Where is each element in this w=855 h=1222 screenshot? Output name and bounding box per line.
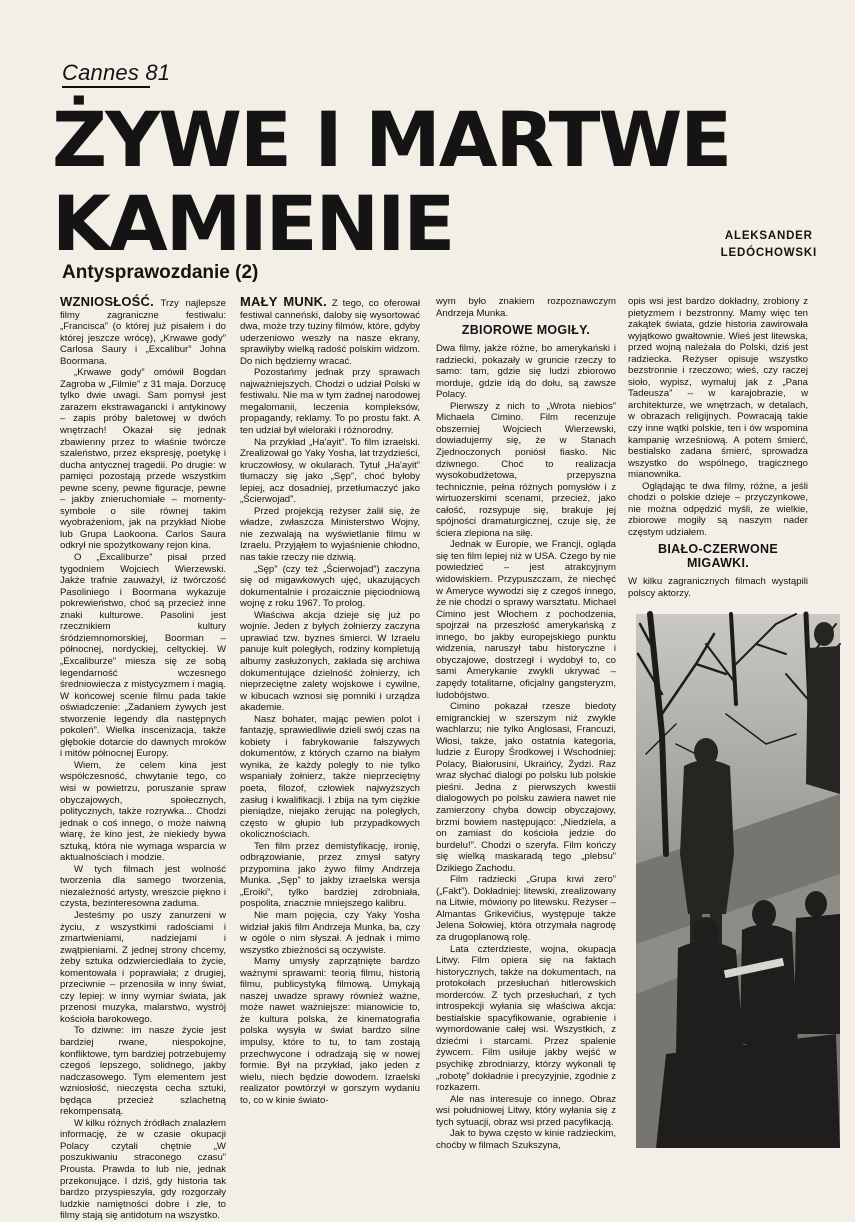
paragraph: Na przykład „Ha'ayit”. To film izraelski. Zrealizował go Yaky Yosha, lat trzydzieści, kruczowłosy, w okularach. Tytuł „Ha'ayit” tłumaczy się jako „Sęp”, choć byłoby lepiej, acz dosadniej, przetłumaczyć jako „Ścierwojad”. bbox=[240, 436, 420, 506]
text-column-2 bbox=[240, 296, 420, 1146]
author-byline: ALEKSANDER LEDÓCHOWSKI bbox=[720, 230, 817, 259]
text-column-4 bbox=[628, 296, 808, 600]
paragraph: „Krwawe gody” omówił Bogdan Zagroba w „Filmie” z 31 maja. Dorzucę tylko dwie uwagi. Sam pomysł jest zarazem ekstrawagancki i antykinowy – zapis próby baletowej w dwóch wnętrzach! Okazał się jednak zbawienny przez to właśnie twórcze szaleństwo, przez ekspresję, poetykę i ducha antycznej tragedii. Po drugie: w pamięci pozostają przede wszystkim pewne sceny, pewne figuracje, pewne – jakby znieruchomiałe – momenty-symbole o sile równej takim wyobrażeniom, jak na przykład Niobe lub Grupa Laokoona. Carlos Saura odkrył nie spożytkowany rejon kina. bbox=[60, 367, 226, 552]
paragraph: Jak to bywa często w kinie radzieckim, choćby w filmach Szukszyna, bbox=[436, 1128, 616, 1151]
paragraph: Film radziecki „Grupa krwi zero” („Fakt”). Dokładniej: litewski, zrealizowany na Litwie, mówiony po litewsku. Reżyser – Almantas Grikevičius, występuje także Jelena Sołowiej, która otrzymała nagrodę za drugoplanową rolę. bbox=[436, 874, 616, 943]
paragraph: Przed projekcją reżyser żalił się, że władze, zwłaszcza Ministerstwo Wojny, nie zezwalają na wyświetlanie filmu w Izraelu. Przyjąłem to wyjaśnienie chłodno, nas takie rzeczy nie dziwią. bbox=[240, 505, 420, 564]
paragraph: Dwa filmy, jakże różne, bo amerykański i radziecki, pokazały w gruncie rzeczy to samo: tam, gdzie się ludzi zbiorowo morduje, gdzie idą do dołu, są zawsze Polacy. bbox=[436, 343, 616, 401]
paragraph: Pozostańmy jednak przy sprawach najważniejszych. Chodzi o udział Polski w festiwalu. Nie ma w tym żadnej narodowej megalomanii, leczenia kompleksów, propagandy, reklamy. To po prostu fakt. A ten udział był wieloraki i różnorodny. bbox=[240, 367, 420, 437]
paragraph: W kilku różnych źródłach znalazłem informację, że w czasie okupacji Polacy czytali chętnie „W poszukiwaniu straconego czasu” Prousta. Prawda to lub nie, jednak przekonujące. I dziś, gdy historia tak bardzo przyspieszyła, gdy rozgorzały ludzkie namiętności dobre i złe, to filmy stają się antidotum na wszystko. bbox=[60, 1117, 226, 1222]
article-subtitle: Antysprawozdanie (2) bbox=[62, 262, 259, 283]
paragraph: W tych filmach jest wolność tworzenia dla samego tworzenia, niezależność artysty, wreszcie piękno i czysta, bezinteresowna zaduma. bbox=[60, 863, 226, 910]
paragraph-text: Z tego, co oferował festiwal canneński, daloby się wysortować dwa, może trzy tuziny filmów, które, gdyby uderzeniowo weszły na nasze ekrany, sprawiłyby wielką radość polskim widzom. Do nich będziemy wracać. bbox=[240, 298, 421, 367]
paragraph: „Sęp” (czy też „Ścierwojad”) zaczyna się od migawkowych ujęć, ukazujących dokumentalnie i prozaicznie pięciodniową wojnę z roku 1967. To prolog. bbox=[240, 563, 420, 610]
paragraph: Właściwa akcja dzieje się już po wojnie. Jeden z byłych żołnierzy zaczyna uprawiać tzw. byznes śmierci. W Izraelu panuje kult poległych, rodziny kompletują albumy zasłużonych, zakłada się archiwa dokumentujące dzielność żołnierzy, ich nieprzeciętne zalety wojskowe i cywilne, w kibucach wznosi się pomniki i urządza akademie. bbox=[240, 609, 420, 714]
text-column-3 bbox=[436, 296, 616, 1151]
paragraph: Wiem, że celem kina jest współczesność, chwytanie tego, co wisi w powietrzu, poruszanie spraw obyczajowych, społecznych, politycznych, także rozrywka... Chodzi jednak o coś innego, o może naiwną wiarę, że kino jest, że niekiedy bywa sztuką, która nie wymaga wsparcia w aktualnościach i modzie. bbox=[60, 759, 226, 864]
paragraph: Nie mam pojęcia, czy Yaky Yosha widział jakiś film Andrzeja Munka, ba, czy w ogóle o nim słyszał. A jednak i mimo wszystko zbieżności są oczywiste. bbox=[240, 909, 420, 956]
article-headline: ŻYWE I MARTWE KAMIENIE bbox=[52, 95, 731, 268]
paragraph: Jednak w Europie, we Francji, ogląda się ten film lepiej niż w USA. Czego by nie powiedzieć – jest atrakcyjnym widowiskiem. Przypuszczam, że niechęć w Ameryce wywodzi się z czegoś innego, że nie chodzi o sprawy warsztatu. Michael Cimino jest Włochem z pochodzenia, spojrzał na przeszłość amerykańską z innego, bo jakby europejskiego punktu widzenia, naruszył tabu historyczne i obyczajowe, dostrzegł i wydobył to, co sami Amerykanie zwykli ukrywać – zapędy totalitarne, oficjalny gangsteryzm, ludobójstwo. bbox=[436, 539, 616, 701]
paragraph: To dziwne: im nasze życie jest bardziej rwane, niespokojne, konfliktowe, tym bardziej potrzebujemy czegoś lepszego, solidnego, jakby nadczasowego. Tym elementem jest wzniosłość, nieczęsta cecha sztuki, będąca przecież szlachetną rekompensatą. bbox=[60, 1025, 226, 1118]
section-heading: BIAŁO-CZERWONE MIGAWKI. bbox=[658, 542, 778, 571]
paragraph-text: Trzy najlepsze filmy zagraniczne festiwalu: „Francisca” (o której już pisałem i do której jeszcze wrócę), „Krwawe gody” Carlosa Saury i „Excalibur” Johna Boormana. bbox=[60, 298, 226, 367]
paragraph: opis wsi jest bardzo dokładny, zrobiony z pietyzmem i bezstronny. Mamy więc ten zakątek świata, gdzie historia zawirowała wyjątkowo gwałtownie. Wieś jest litewska, przed wojną należała do Polski, dziś jest radziecka. Reżyser opisuje wszystko bezstronnie i rzeczowo; wieś, czy raczej sioło, wypisz, wymaluj jak z „Pana Tadeusza” – w karajobrazie, w architekturze, we wnętrzach, w detalach, w obrazach religijnych. Powracają takie czy inne wątki polskie, ten i ów wspomina kampanię wrześniową. A potem śmierć, bestialsko zadana śmierć, sprowadza wszystko do wspólnego, tragicznego mianownika. bbox=[628, 296, 808, 481]
text-column-1 bbox=[60, 294, 226, 1222]
paragraph: wym było znakiem rozpoznawczym Andrzeja Munka. bbox=[436, 296, 616, 319]
paragraph: Ten film przez demistyfikację, ironię, odbrązowianie, przez zmysł satyry przypomina jako żywo filmy Andrzeja Munka. „Sęp” to jakby izraelska wersja „Eroiki”, tylko bardziej zdrobniała, pospolita, znacznie mniejszego kalibru. bbox=[240, 840, 420, 910]
paragraph bbox=[240, 296, 420, 367]
section-lead: WZNIOSŁOŚĆ. bbox=[60, 294, 154, 309]
paragraph: Lata czterdzieste, wojna, okupacja Litwy. Film opiera się na faktach historycznych, także na dokumentach, na protokołach przesłuchań hitlerowskich morderców. Z tych przesłuchań, z tych introspekcji wyłania się właściwa akcja: bestialskie spacyfikowanie, ograbienie i wymordowanie całej wsi. Wszystkich, z dziećmi i starcami. Przez spalenie żywcem. Film usiłuje jakby wejść w psychikę zbrodniarzy, którzy wykonali tę „robotę” dokładnie i precyzyjnie, zgodnie z rozkazem. bbox=[436, 943, 616, 1094]
paragraph bbox=[60, 296, 226, 367]
section-heading: ZBIOROWE MOGIŁY. bbox=[461, 323, 591, 338]
paragraph: Ale nas interesuje co innego. Obraz wsi południowej Litwy, który wyłania się z tych sytuacji, obraz wsi przed pacyfikacją. bbox=[436, 1093, 616, 1128]
paragraph: Nasz bohater, mając pewien polot i fantazję, sprawiedliwie dzieli swój czas na kobiety i fabrykowanie fałszywych dokumentów, z których czarno na białym wynika, że każdy poległy to nie tylko wspaniały żołnierz, także nieprzeciętny poeta, filozof, człowiek najwyższych zasług i kwalifikacji. I zbija na tym ciężkie pieniądze, niejako żerując na poległych, często w głupio lub przypadkowych okolicznościach. bbox=[240, 713, 420, 841]
film-still-photo bbox=[636, 614, 840, 1148]
paragraph: W kilku zagranicznych filmach wystąpili polscy aktorzy. bbox=[628, 576, 808, 600]
photo-illustration bbox=[636, 614, 840, 1148]
section-lead: MAŁY MUNK. bbox=[240, 294, 327, 309]
section-kicker: Cannes 81 bbox=[62, 60, 171, 85]
paragraph: Pierwszy z nich to „Wrota niebios” Michaela Cimino. Film recenzuje obszerniej Wojciech Wierzewski, dowiadujemy się, że w Stanach Zjednoczonych poniósł fiasko. Nic dziwnego. Choć to realizacja wysokobudżetowa, przepyszna technicznie, pełna różnych pomysłów i z wirtuozerskimi scenami, przecież, jako całość, rozsypuje się, brakuje jej spójności dramaturgicznej, czuje się, że ściera zlepiona na siłę. bbox=[436, 400, 616, 539]
paragraph: Jesteśmy po uszy zanurzeni w życiu, z wszystkimi radościami i zmartwieniami, nadziejami i zwątpieniami. Z jednej strony chcemy, żeby sztuka odzwierciedlała to życie, komentowała i poprawiała; z drugiej, przeciwnie – przenosiła w inny świat, czy lepiej: w inny wymiar świata, jak przenosi muzyka, malarstwo, wystrój kościoła barokowego. bbox=[60, 909, 226, 1025]
paragraph: Oglądając te dwa filmy, różne, a jeśli chodzi o polskie dzieje – przyczynkowe, nie można odpędzić myśli, że wielkie, zbiorowe mogiły są naszym nader częstym udziałem. bbox=[628, 480, 808, 538]
paragraph: Mamy umysły zaprzątnięte bardzo ważnymi sprawami: teorią filmu, historią filmu, publicystyką filmową. Umykają naszej uwadze sprawy również ważne, może nawet ważniejsze: mianowicie to, że kultura polska, że kinematografia polska wysyła w świat bardzo silne impulsy, które to tu, to tam zostają przechwycone i odradzają się w nowej formie. Był na przykład, jako jeden z wielu, niech będzie dowodem. Izraelski realizator powtórzył w gorszym wydaniu to, co w kinie świato- bbox=[240, 956, 420, 1106]
kicker-underline bbox=[62, 86, 150, 88]
paragraph: Cimino pokazał rzesze biedoty emigranckiej w szerszym niż zwykle wachlarzu; nie tylko Anglosasi, Francuzi, Włosi, także, jako ostatnia kategoria, ludzie z Europy Środkowej i Wschodniej: Polacy, Białorusini, Ukraińcy, Żydzi. Raz wraz słychać dialogi po polsku lub polskie pieśni. Jedna z pierwszych kwestii dialogowych po polsku zawiera nawet nie zamierzony chyba dowcip obyczajowy, brzmi bowiem następująco: „Niedziela, a on zamiast do kościoła jedzie do burdelu!”. Chodzi o szeryfa. Film kończy się wielką maskaradą tego „plebsu” Dzikiego Zachodu. bbox=[436, 701, 616, 874]
paragraph: O „Excaliburze” pisał przed tygodniem Wojciech Wierzewski. Jakże trafnie zauważył, iż twórczość Pasoliniego i Boormana wykazuje pokrewieństwo, choć są przecież inne znaki kulturowe. Pasolini jest rzecznikiem kultury śródziemnomorskiej, Boorman – północnej, nordyckiej, celtyckiej. W „Excaliburze” miesza się ze sobą legendarność wczesnego średniowiecza z mistycyzmem i magią. W końcowej scenie filmu pada takie oświadczenie: „Zadaniem żywych jest stworzenie legendy dla następnych pokoleń”. Wielka inscenizacja, także głębokie dotarcie do dawnych mroków i mitów północnej Europy. bbox=[60, 552, 226, 760]
